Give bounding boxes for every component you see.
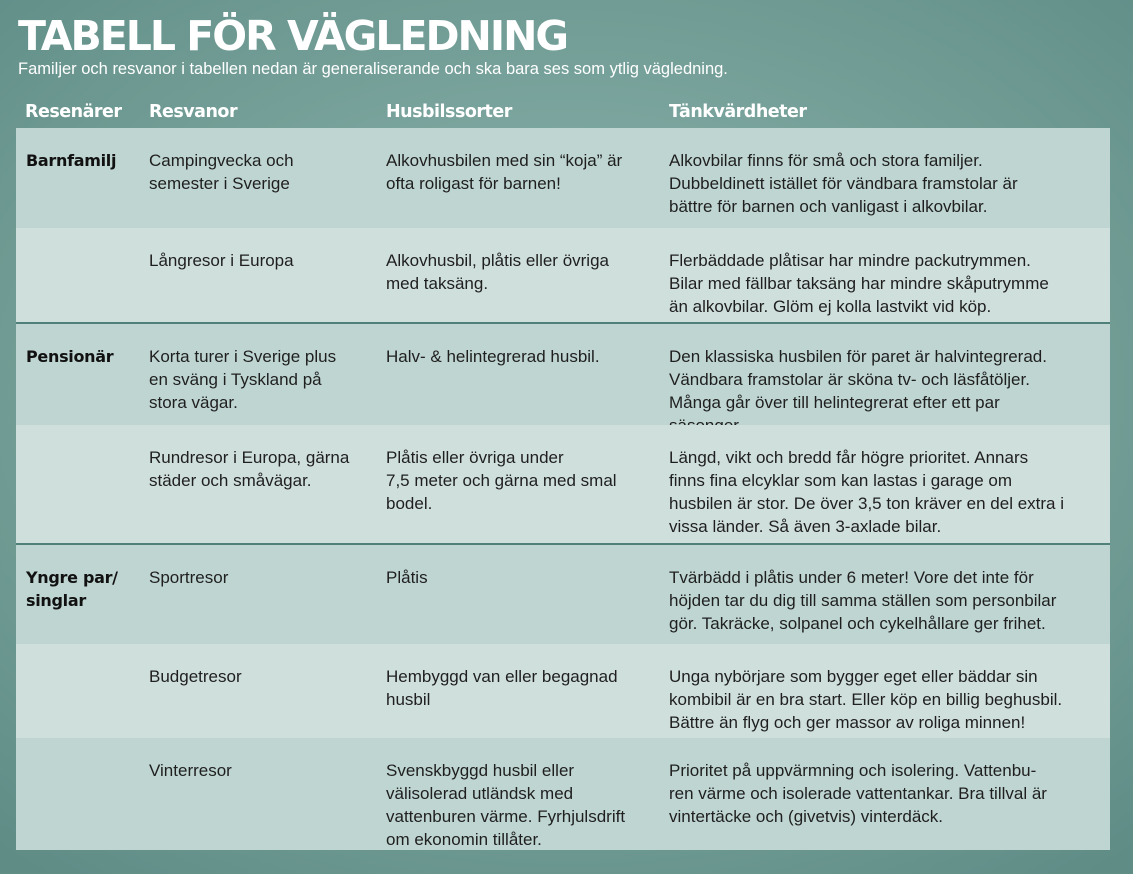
table-row <box>16 425 1110 543</box>
page-subtitle: Familjer och resvanor i tabellen nedan är generaliserande och ska bara ses som ytlig vägledning. <box>18 60 728 78</box>
guide-table <box>16 128 1110 850</box>
header-habits: Resvanor <box>149 102 238 122</box>
vehicle-type: Svenskbyggd husbil eller välisolerad utländsk med vattenburen värme. Fyrhjulsdrift om ekonomin tillåter. <box>386 761 626 849</box>
vehicle-type: Alkovhusbil, plåtis eller övriga med taksäng. <box>386 251 609 293</box>
page-title: TABELL FÖR VÄGLEDNING <box>18 12 568 60</box>
header-types: Husbilssorter <box>386 102 512 122</box>
table-header <box>16 96 1110 128</box>
table-row <box>16 545 1110 644</box>
group-label: Pensionär <box>26 347 114 366</box>
travel-habit: Sportresor <box>149 568 229 587</box>
travel-habit: Vinterresor <box>149 761 232 780</box>
table-row <box>16 228 1110 322</box>
vehicle-type: Plåtis eller övriga under 7,5 meter och gärna med smal bodel. <box>386 448 617 513</box>
group-label: Yngre par/ singlar <box>26 568 118 610</box>
table-row <box>16 324 1110 425</box>
consideration-text: Prioritet på uppvärmning och isolering. Vattenbu- ren värme och isolerade vattentankar. Bra tillval är vintertäcke och (givetvis) vinterdäck. <box>669 761 1047 826</box>
table-row <box>16 128 1110 228</box>
group-label: Barnfamilj <box>26 151 117 170</box>
vehicle-type: Hembyggd van eller begagnad husbil <box>386 667 618 709</box>
travel-habit: Korta turer i Sverige plus en sväng i Tyskland på stora vägar. <box>149 347 337 412</box>
travel-habit: Rundresor i Europa, gärna städer och småvägar. <box>149 448 350 490</box>
travel-habit: Långresor i Europa <box>149 251 294 270</box>
travel-habit: Budgetresor <box>149 667 242 686</box>
consideration-text: Flerbäddade plåtisar har mindre packutrymmen. Bilar med fällbar taksäng har mindre skåputrymme än alkovbilar. Glöm ej kolla lastvikt vid köp. <box>669 251 1049 316</box>
vehicle-type: Halv- & helintegrerad husbil. <box>386 347 600 366</box>
header-travelers: Resenärer <box>25 102 122 122</box>
vehicle-type: Plåtis <box>386 568 428 587</box>
consideration-text: Tvärbädd i plåtis under 6 meter! Vore det inte för höjden tar du dig till samma ställen som personbilar gör. Takräcke, solpanel och cykelhållare ger frihet. <box>669 568 1057 633</box>
travel-habit: Campingvecka och semester i Sverige <box>149 151 294 193</box>
table-row <box>16 738 1110 850</box>
consideration-text: Den klassiska husbilen för paret är halvintegrerad. Vändbara framstolar är sköna tv- och läsfåtöljer. Många går över till helintegrerat efter ett par <box>669 347 1047 412</box>
table-row <box>16 644 1110 738</box>
vehicle-type: Alkovhusbilen med sin “koja” är ofta roligast för barnen! <box>386 151 623 193</box>
header-considerations: Tänkvärdheter <box>669 102 807 122</box>
consideration-text: Längd, vikt och bredd får högre prioritet. Annars finns fina elcyklar som kan lastas i garage om husbilen är stor. De över 3,5 ton kräver en del extra i vissa länder. Så även 3-axlade bilar. <box>669 448 1064 536</box>
consideration-text: Alkovbilar finns för små och stora familjer. Dubbeldinett istället för vändbara framstolar är bättre för barnen och vanligast i alkovbilar. <box>669 151 1018 216</box>
consideration-text: Unga nybörjare som bygger eget eller bäddar sin kombibil är en bra start. Eller köp en billig beghusbil. Bättre än flyg och ger massor av roliga minnen! <box>669 667 1063 732</box>
